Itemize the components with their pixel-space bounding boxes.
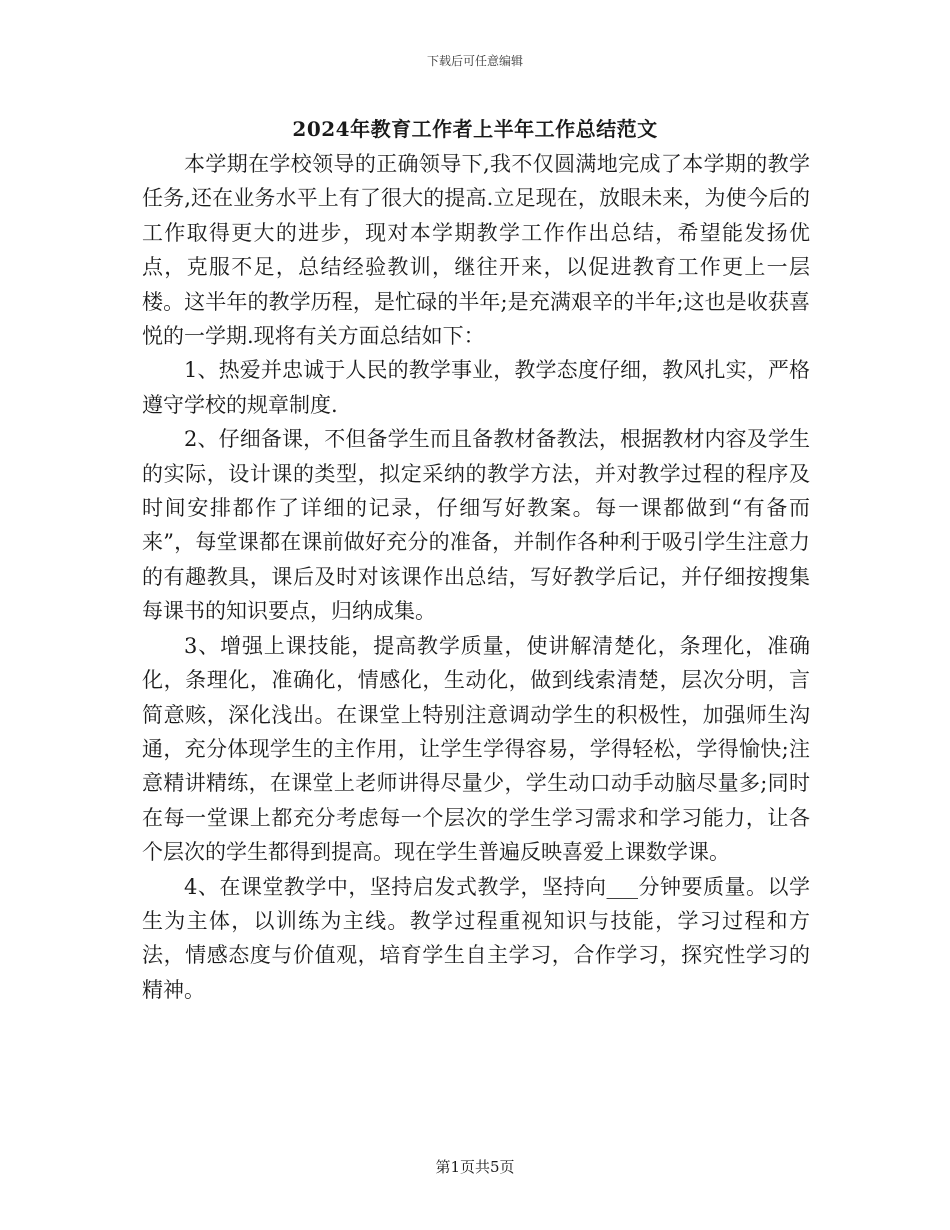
document-title: 2024年教育工作者上半年工作总结范文 (292, 117, 658, 141)
paragraph-intro: 本学期在学校领导的正确领导下,我不仅圆满地完成了本学期的教学任务,还在业务水平上有了很大的提高.立足现在，放眼未来，为使今后的工作取得更大的进步，现对本学期教学工作作出总结，希望能发扬优点，克服不足，总结经验教训，继往开来，以促进教育工作更上一层楼。这半年的教学历程，是忙碌的半年;是充满艰辛的半年;这也是收获喜悦的一学期.现将有关方面总结如下： (142, 152, 810, 349)
download-edit-note: 下载后可任意编辑 (426, 54, 523, 68)
paragraph-item-2: 2、仔细备课，不但备学生而且备教材备教法，根据教材内容及学生的实际，设计课的类型，拟定采纳的教学方法，并对教学过程的程序及时间安排都作了详细的记录，仔细写好教案。每一课都做到“有备而来”，每堂课都在课前做好充分的准备，并制作各种利于吸引学生注意力的有趣教具，课后及时对该课作出总结，写好教学后记，并仔细按搜集每课书的知识要点，归纳成集。 (142, 427, 810, 624)
document-body (142, 147, 810, 1007)
paragraph-item-3: 3、增强上课技能，提高教学质量，使讲解清楚化，条理化，准确化，条理化，准确化，情感化，生动化，做到线索清楚，层次分明，言简意赅，深化浅出。在课堂上特别注意调动学生的积极性，加强师生沟通，充分体现学生的主作用，让学生学得容易，学得轻松，学得愉快;注意精讲精练，在课堂上老师讲得尽量少，学生动口动手动脑尽量多;同时在每一堂课上都充分考虑每一个层次的学生学习需求和学习能力，让各个层次的学生都得到提高。现在学生普遍反映喜爱上课数学课。 (142, 633, 810, 865)
paragraph-item-4: 4、在课堂教学中，坚持启发式教学，坚持向___分钟要质量。以学生为主体，以训练为主线。教学过程重视知识与技能，学习过程和方法，情感态度与价值观，培育学生自主学习，合作学习，探究性学习的精神。 (142, 874, 810, 1002)
page-number: 第1页共5页 (435, 1158, 515, 1176)
paragraph-item-1: 1、热爱并忠诚于人民的教学事业，教学态度仔细，教风扎实，严格遵守学校的规章制度. (142, 358, 810, 417)
